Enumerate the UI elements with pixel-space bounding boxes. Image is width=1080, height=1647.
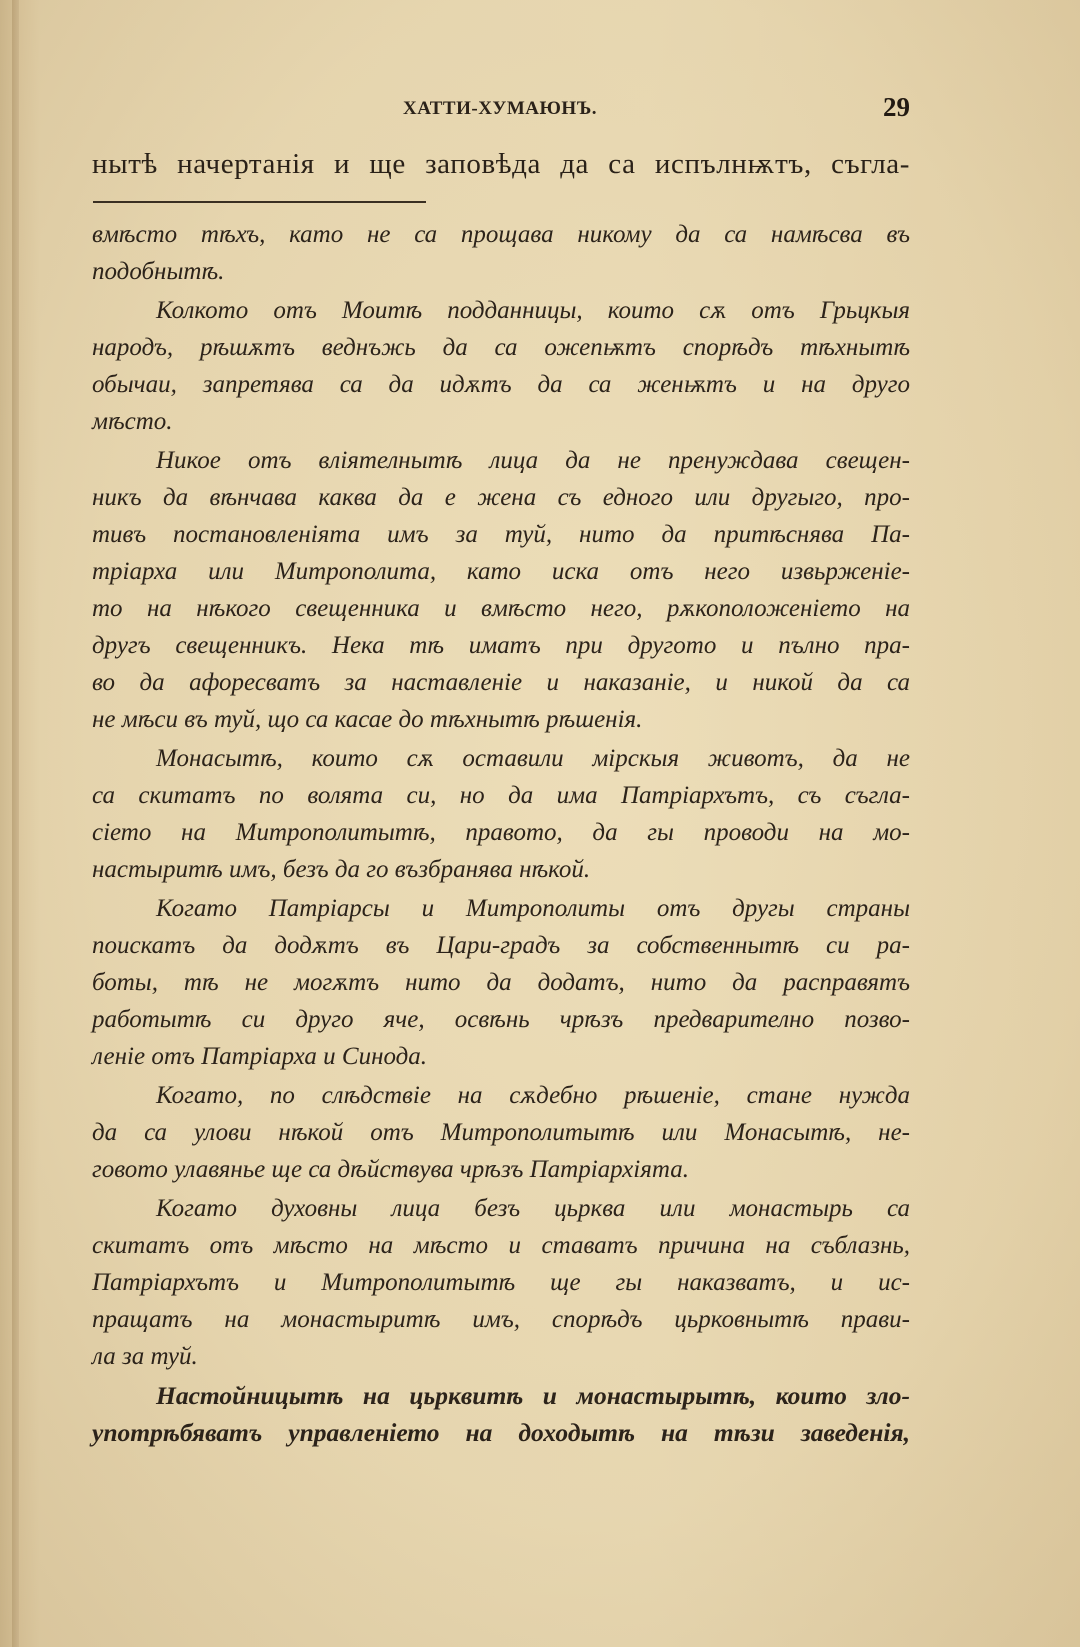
footnote-line: са скитатъ по волята си, но да има Патріархътъ, съ съгла- [92,782,910,809]
main-text-line: нытѣ начертанія и ще заповѣда да са испълнѭтъ, съгла- [92,148,910,180]
footnote-line: Никое отъ вліятелнытѣ лица да не пренуждава свещен- [156,447,910,474]
footnote-line: то на нѣкого свещенника и вмѣсто него, рѫкоположеніето на [92,595,910,622]
footnote-line: другъ свещенникъ. Нека тѣ иматъ при другото и пълно пра- [92,632,910,659]
footnote-line: Когато, по слѣдствіе на сѫдебно рѣшеніе, стане нужда [156,1082,910,1109]
footnote-line: да са улови нѣкой отъ Митрополитытѣ или Монасытѣ, не- [92,1119,910,1146]
footnote-line: не мѣси въ туй, що са касае до тѣхнытѣ рѣшенія. [92,706,643,733]
footnote-line: обычаи, запретява са да идѫтъ да са женѭтъ и на друго [92,371,910,398]
footnote-text [92,216,910,1451]
footnote-line: говото улавянье ще са дѣйствува чрѣзъ Патріархіята. [92,1156,689,1183]
footnote-line: поискатъ да додѫтъ въ Цари-градъ за собственнытѣ си ра- [92,932,910,959]
footnote-line: настыритѣ имъ, безъ да го възбранява нѣкой. [92,856,591,883]
footnote-line: народъ, рѣшѫтъ веднъжь да са ожеnѭтъ спорѣдъ тѣхнытѣ [92,334,910,361]
footnote-line: тивъ постановленіята имъ за туй, нито да притѣснява Па- [92,521,910,548]
footnote-line: Когато Патріарсы и Митрополиты отъ другы страны [156,895,910,922]
footnote-line: никъ да вѣнчава каква да е жена съ едного или другыго, про- [92,484,910,511]
footnote-line: Когато духовны лица безъ цьрква или монастырь са [156,1195,910,1222]
footnote-line: работытѣ си друго яче, освѣнь чрѣзъ предварително позво- [92,1006,910,1033]
footnote-line: леніе отъ Патріарха и Синода. [92,1043,428,1070]
footnote-line: употрѣбяватъ управленіето на доходытѣ на тѣзи заведенія, [92,1418,910,1447]
binding-gutter [12,0,19,1647]
footnote-line: Монасытѣ, които сѫ оставили мірскыя животъ, да не [156,745,910,772]
footnote-line: Колкото отъ Моитѣ подданницы, които сѫ отъ Грьцкыя [156,297,910,324]
footnote-line: во да афоресватъ за наставленіе и наказаніе, и никой да са [92,669,910,696]
footnote-line: мѣсто. [92,408,173,435]
footnote-line: боты, тѣ не могѫтъ нито да додатъ, нито да расправятъ [92,969,910,996]
footnote-line: Настойницытѣ на цьрквитѣ и монастырытѣ, които зло- [156,1381,910,1410]
footnote-line: тріарха или Митрополита, като иска отъ него извьрженіе- [92,558,910,585]
footnote-line: пращатъ на монастыритѣ имъ, спорѣдъ цьрковнытѣ прави- [92,1306,910,1333]
footnote-line: вмѣсто тѣхъ, като не са прощава никому да са намѣсва въ [92,221,910,248]
footnote-line: ла за туй. [92,1343,198,1370]
footnote-line: подобнытѣ. [92,258,225,285]
footnote-divider [93,201,426,203]
page-header [90,92,910,132]
footnote-line: сіето на Митрополитытѣ, правото, да гы проводи на мо- [92,819,910,846]
page-number: 29 [883,92,910,122]
footnote-line: Патріархътъ и Митрополитытѣ ще гы наказватъ, и ис- [92,1269,910,1296]
running-head: ХАТТИ-ХУМАЮНЪ. [402,98,597,119]
footnote-line: скитатъ отъ мѣсто на мѣсто и ставатъ причина на съблазнь, [92,1232,910,1259]
